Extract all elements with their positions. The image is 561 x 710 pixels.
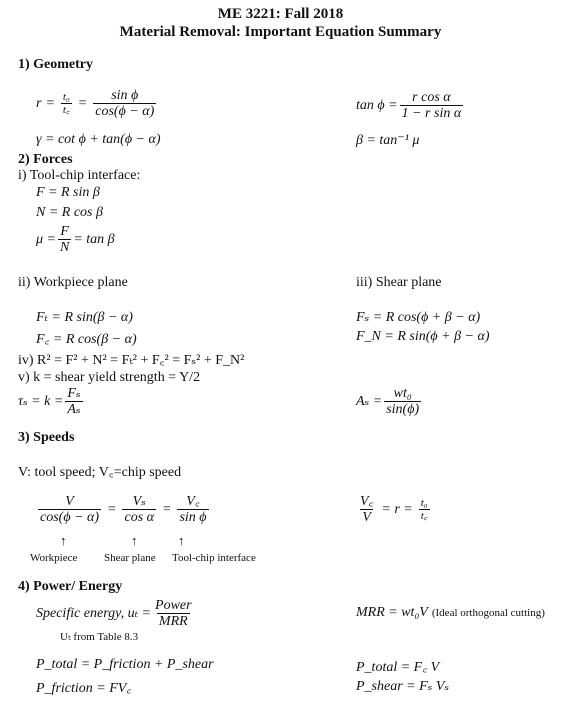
workpiece-plane-label: ii) Workpiece plane <box>18 275 128 290</box>
up-arrow-icon: ↑ <box>178 533 185 548</box>
up-arrow-icon: ↑ <box>60 533 67 548</box>
equation-tan-phi: tan ϕ = $\frac{\text{r cos α}}{\text{1 − r sin α}}$ <box>356 90 462 122</box>
tan-phi-fraction: $\frac{\text{r cos α}}{\text{1 − r sin α}}$ <box>401 90 462 122</box>
r-fraction-1: $\frac{\text{t₀}}{t꜀}$ <box>62 91 70 117</box>
shear-yield-note: v) k = shear yield strength = Y/2 <box>18 370 201 385</box>
specific-energy-fraction: $\frac{\text{Power}}{\text{MRR}}$ <box>155 598 192 630</box>
section-speeds-heading: 3) Speeds <box>18 430 75 445</box>
document-title: ME 3221: Fall 2018 <box>217 6 344 22</box>
equation-beta: β = tan⁻¹ μ <box>356 133 420 148</box>
equation-specific-energy: Specific energy, uₜ = $\frac{\text{Power}}{\text{MRR}}$ <box>36 598 192 630</box>
equation-gamma: γ = cot ϕ + tan(ϕ − α) <box>36 132 161 147</box>
equation-mrr: MRR = wt₀V (Ideal orthogonal cutting) <box>356 605 545 620</box>
speed-fraction-2: $\frac{\text{Vₛ}}{\text{cos α}}$ <box>124 494 154 526</box>
ut-table-note: Uₜ from Table 8.3 <box>60 631 139 643</box>
section-forces-heading: 2) Forces <box>18 152 73 167</box>
equation-tau: τₛ = k = $\frac{\text{Fₛ}}{\text{Aₛ}}$ <box>18 386 81 418</box>
shear-plane-label: iii) Shear plane <box>356 275 442 290</box>
equation-p-total: P_total = P_friction + P_shear <box>36 657 214 672</box>
chip-ratio-fraction-1: $\frac{V꜀}{V}$ <box>360 494 374 526</box>
section-power-heading: 4) Power/ Energy <box>18 579 123 594</box>
label-tool-chip-interface: Tool-chip interface <box>172 552 256 564</box>
r-fraction-2: $\frac{\text{sin ϕ}}{\cos(\phi - \alpha)}$ <box>95 88 155 120</box>
tau-fraction: $\frac{\text{Fₛ}}{\text{Aₛ}}$ <box>67 386 81 418</box>
equation-speed-ratio: $\frac{V}{\cos(\phi - \alpha)}$ = $\frac{\text{Vₛ}}{\text{cos α}}$ = $\frac{V꜀}{\text{sin ϕ}}$ <box>40 494 207 526</box>
equation-p-shear: P_shear = Fₛ Vₛ <box>356 679 450 694</box>
equation-ft: Fₜ = R sin(β − α) <box>36 310 133 325</box>
equation-r: r = $\frac{\text{t₀}}{t꜀}$ = $\frac{\text{sin ϕ}}{\cos(\phi - \alpha)}$ <box>36 88 155 120</box>
tool-chip-interface-label: i) Tool-chip interface: <box>18 168 141 183</box>
label-workpiece: Workpiece <box>30 552 78 564</box>
equation-n: N = R cos β <box>36 205 103 220</box>
up-arrow-icon: ↑ <box>131 533 138 548</box>
equation-fc: F꜀ = R cos(β − α) <box>36 332 137 347</box>
equation-r-squared: iv) R² = F² + N² = Fₜ² + F꜀² = Fₛ² + F_N² <box>18 353 245 368</box>
label-shear-plane: Shear plane <box>104 552 156 564</box>
equation-p-total-2: P_total = F꜀ V <box>356 660 440 675</box>
equation-as: Aₛ = $\frac{\text{wt₀}}{\sin(\phi)}$ <box>356 386 420 418</box>
as-fraction: $\frac{\text{wt₀}}{\sin(\phi)}$ <box>386 386 420 418</box>
equation-mu: μ = $\frac{F}{N}$ = tan β <box>36 224 115 256</box>
r-lhs: r <box>36 95 42 111</box>
speed-fraction-3: $\frac{V꜀}{\text{sin ϕ}}$ <box>179 494 207 526</box>
document-subtitle: Material Removal: Important Equation Summary <box>119 24 442 40</box>
speeds-description: V: tool speed; V꜀=chip speed <box>18 465 182 480</box>
speed-fraction-1: $\frac{V}{\cos(\phi - \alpha)}$ <box>40 494 100 526</box>
chip-ratio-fraction-2: $\frac{\text{t₀}}{t꜀}$ <box>420 497 428 523</box>
equation-f: F = R sin β <box>36 185 100 200</box>
section-geometry-heading: 1) Geometry <box>18 57 94 72</box>
equation-fs: Fₛ = R cos(ϕ + β − α) <box>356 310 481 325</box>
equation-chip-ratio: $\frac{V꜀}{V}$ = r = $\frac{\text{t₀}}{t꜀}$ <box>360 494 428 526</box>
mu-fraction: $\frac{F}{N}$ <box>59 224 70 256</box>
equation-p-friction: P_friction = FV꜀ <box>36 681 132 696</box>
equation-fn: F_N = R sin(ϕ + β − α) <box>356 329 490 344</box>
